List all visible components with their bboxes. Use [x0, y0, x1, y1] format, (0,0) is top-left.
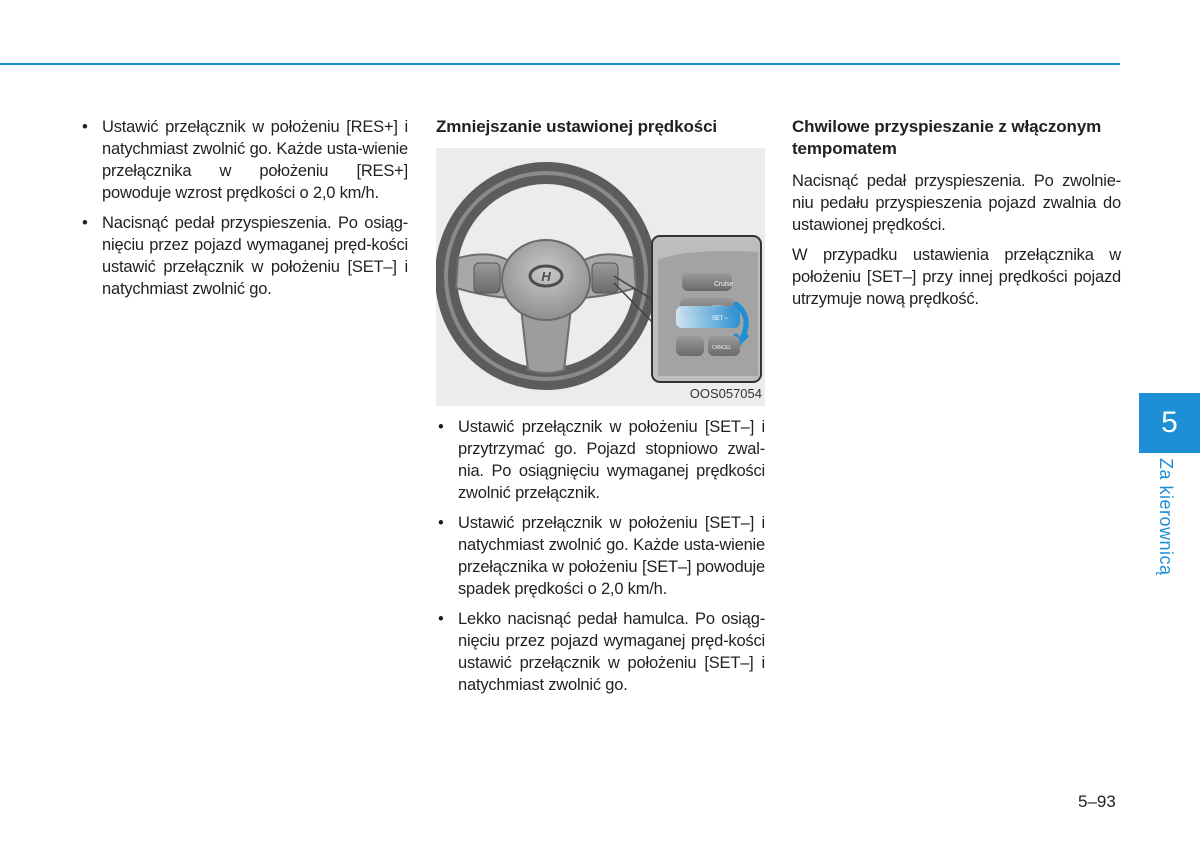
cancel-button — [676, 336, 704, 356]
section-heading: Chwilowe przyspieszanie z włączonym tempomatem — [792, 117, 1102, 158]
right-spoke-buttons — [592, 263, 618, 293]
set-label: SET − — [712, 316, 728, 322]
cruise-label: Cruise — [714, 281, 734, 288]
middle-column — [436, 116, 765, 704]
bullet-item: • Nacisnąć pedał przyspieszenia. Po osiąg-nięciu przez pojazd wymaganej pręd-kości ustawić przełącznik w położeniu [SET–] i natychmiast zwolnić go. — [80, 212, 408, 300]
set-switch-highlight — [676, 306, 740, 328]
chapter-label: Za kierownicą — [1156, 458, 1176, 576]
page-number: 5–93 — [1078, 792, 1116, 811]
bullet-item: • Ustawić przełącznik w położeniu [SET–] i przytrzymać go. Pojazd stopniowo zwal-nia. Po osiągnięciu wymaganej prędkości zwolnić przełącznik. — [436, 416, 765, 504]
header-rule — [0, 63, 1120, 65]
steering-wheel-illustration — [436, 148, 765, 406]
chapter-tab[interactable]: 5 — [1139, 393, 1200, 453]
middle-bullet-list — [436, 416, 765, 696]
left-bullet-list — [80, 116, 408, 300]
svg-text:H: H — [541, 269, 551, 284]
left-spoke-buttons — [474, 263, 500, 293]
steering-wheel-figure — [436, 148, 765, 406]
bullet-item: • Ustawić przełącznik w położeniu [RES+] i natychmiast zwolnić go. Każde usta-wienie przełącznika w położeniu [RES+] powoduje wzrost prędkości o 2,0 km/h. — [80, 116, 408, 204]
paragraph: Nacisnąć pedał przyspieszenia. Po zwolnie-niu pedału przyspieszenia pojazd zwalnia do ustawionej prędkości. — [792, 172, 1121, 234]
right-column — [792, 116, 1121, 318]
left-column — [80, 116, 408, 308]
paragraph: W przypadku ustawienia przełącznika w położeniu [SET–] przy innej prędkości pojazd utrzymuje nową prędkość. — [792, 246, 1121, 308]
bullet-item: • Ustawić przełącznik w położeniu [SET–] i natychmiast zwolnić go. Każde usta-wienie przełącznika w położeniu [SET–] powoduje spadek prędkości o 2,0 km/h. — [436, 512, 765, 600]
section-heading: Zmniejszanie ustawionej prędkości — [436, 117, 718, 136]
cancel-label: CANCEL — [712, 345, 732, 351]
figure-code: OOS057054 — [689, 386, 762, 401]
bullet-item: • Lekko nacisnąć pedał hamulca. Po osiąg-nięciu przez pojazd wymaganej pręd-kości ustawić przełącznik w położeniu [SET–] i natychmiast zwolnić go. — [436, 608, 765, 696]
